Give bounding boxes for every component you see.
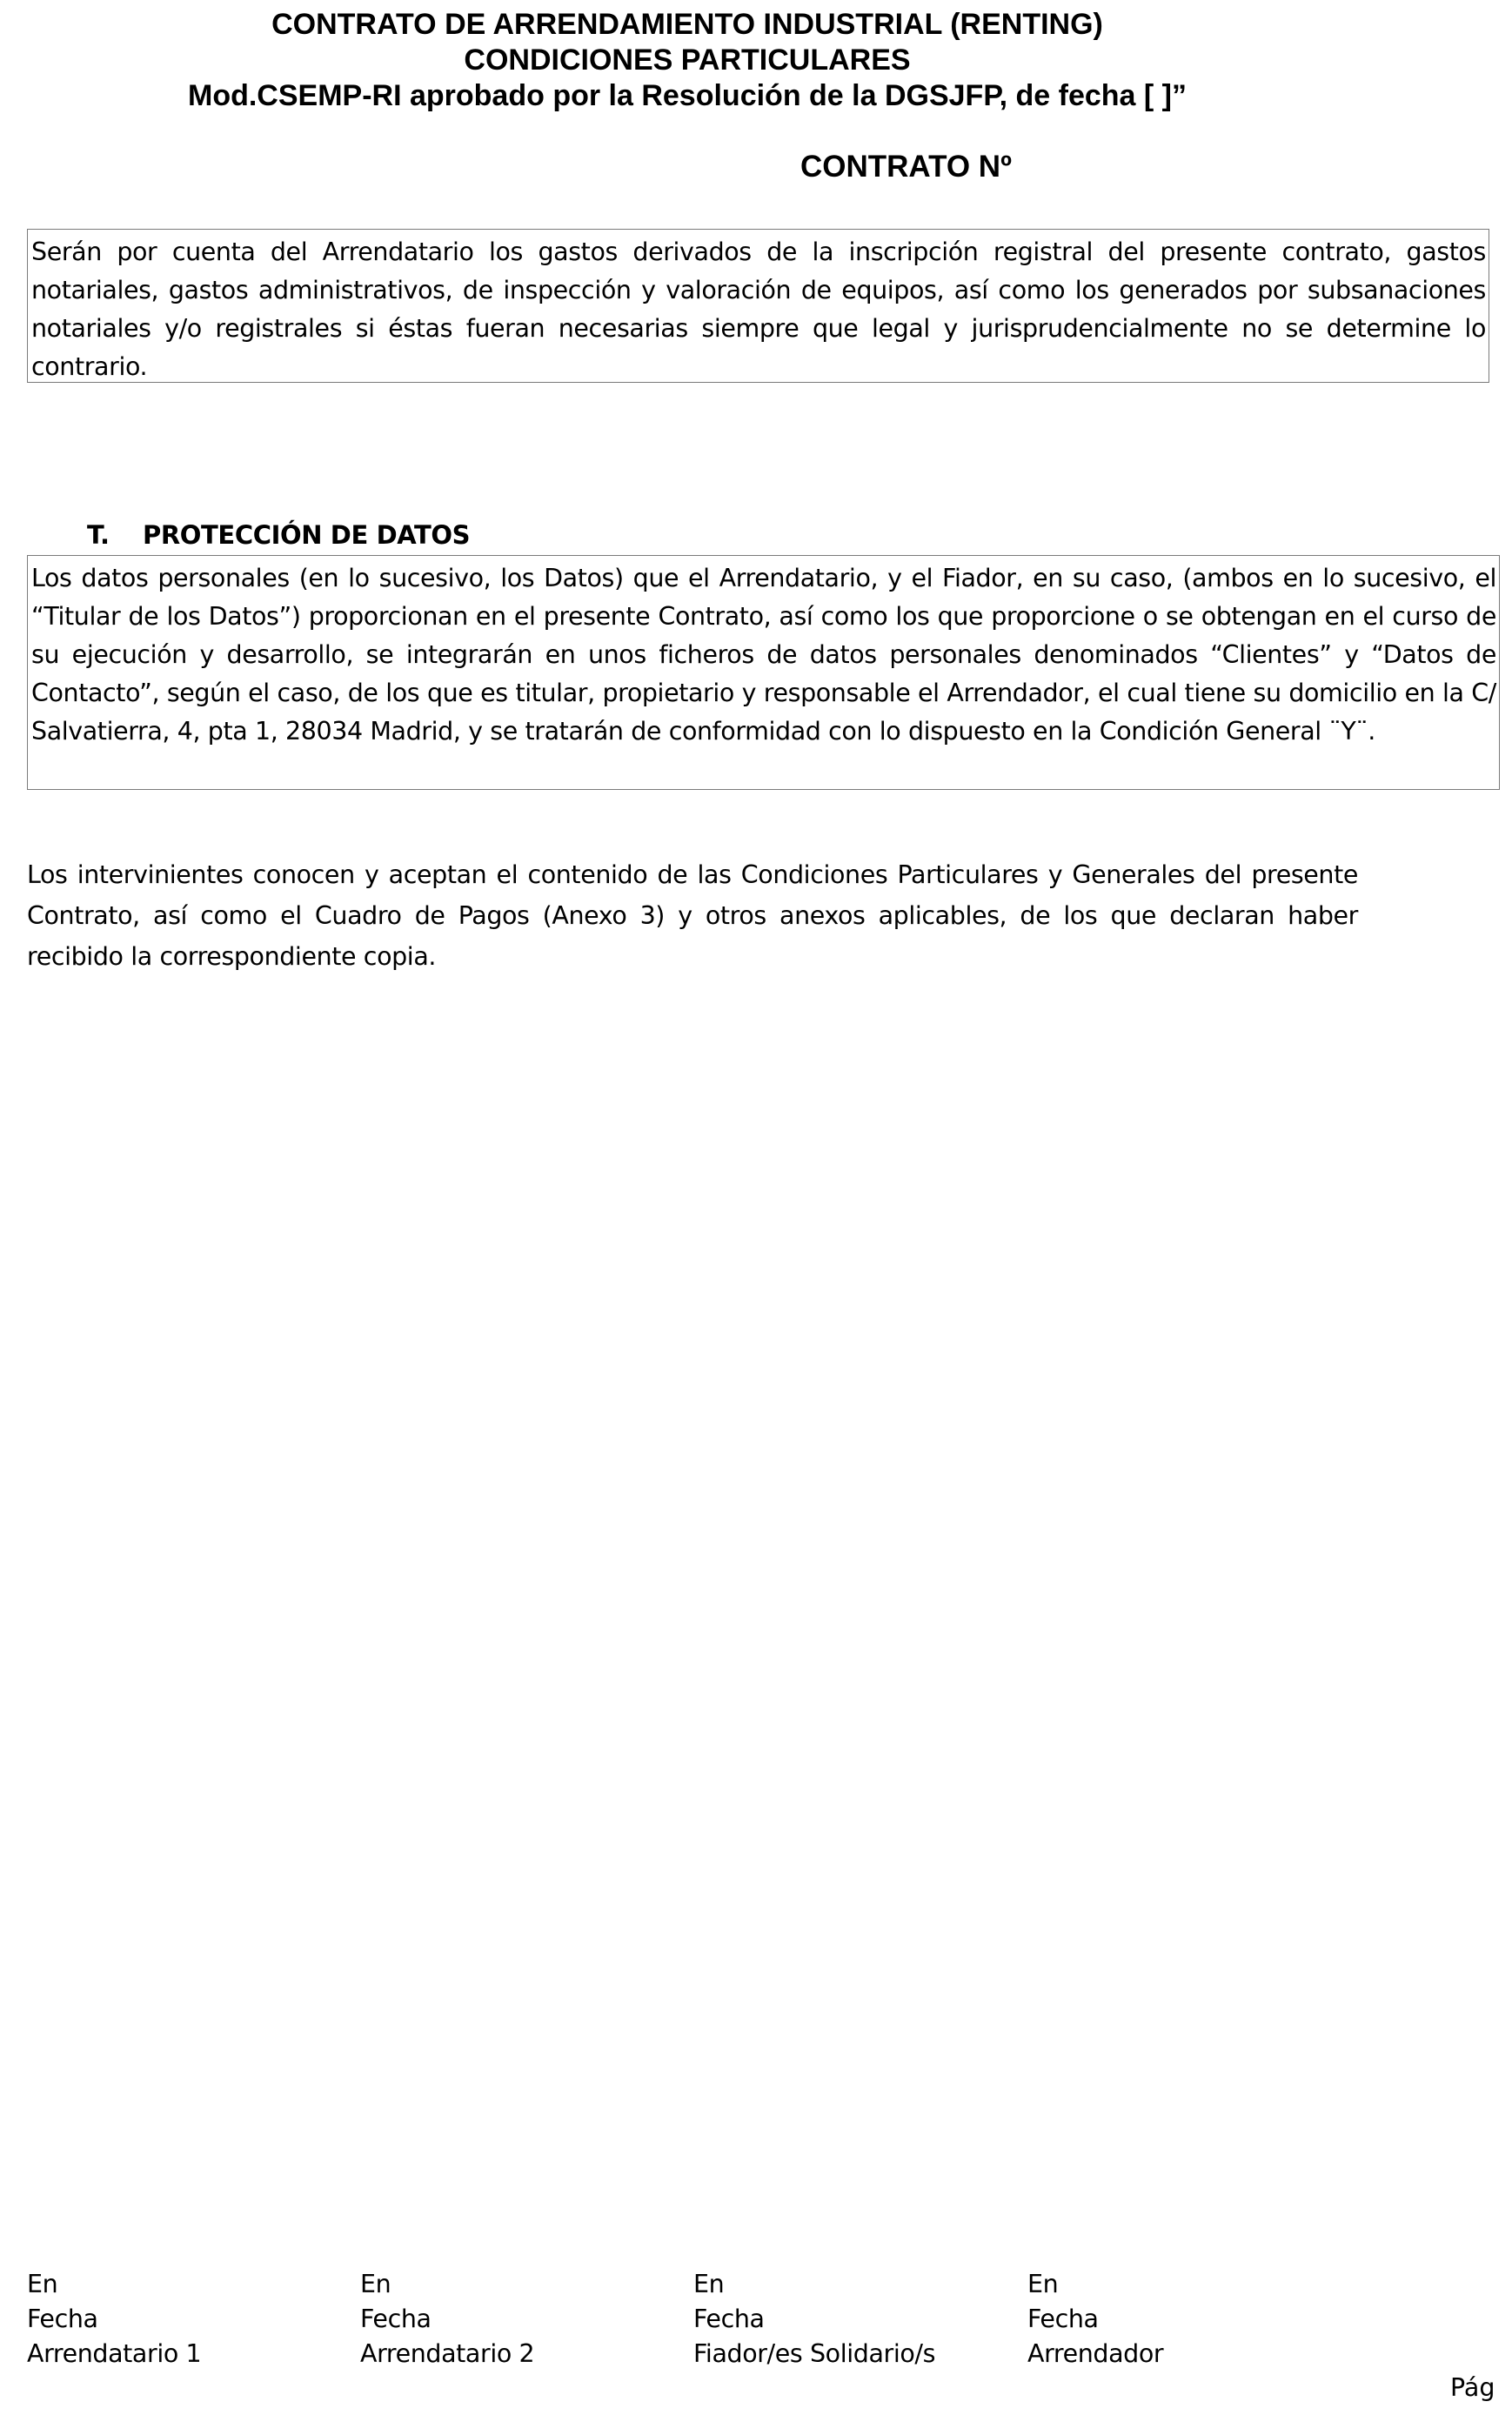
signature-date-label: Fecha (360, 2305, 432, 2333)
signature-place-label: En (693, 2270, 725, 2298)
data-protection-box (27, 555, 1500, 790)
signature-block-arrendatario-2 (360, 2267, 534, 2372)
header-model-reference: Mod.CSEMP-RI aprobado por la Resolución de la DGSJFP, de fecha [ ]” (188, 79, 1187, 112)
signature-party-label: Arrendatario 1 (27, 2339, 202, 2368)
section-t-title: PROTECCIÓN DE DATOS (143, 520, 471, 550)
contract-number-label: CONTRATO Nº (800, 150, 1012, 184)
signature-party-label: Arrendatario 2 (360, 2339, 535, 2368)
document-header (0, 7, 1375, 114)
page-number-label: Pág (1450, 2373, 1495, 2402)
signature-date-label: Fecha (693, 2305, 765, 2333)
data-protection-text: Los datos personales (en lo sucesivo, los Datos) que el Arrendatario, y el Fiador, en su caso, (ambos en lo sucesivo, el “Titular de los Datos”) proporcionan en el presente Contrato, así como los que proporcione o se obtengan en el curso de su ejecución y desarrollo, se integrarán en unos ficheros de datos personales denominados “Clientes” y “Datos de Contacto”, según el caso, de los que es titular, propietario y responsable el Arrendador, el cual tiene su domicilio en la C/ Salvatierra, 4, pta 1, 28034 Madrid, y se tratarán de conformidad con lo dispuesto en la Condición General ¨Y¨. (31, 564, 1496, 746)
section-t-heading (87, 518, 470, 552)
header-subtitle: CONDICIONES PARTICULARES (464, 43, 911, 77)
signature-date-label: Fecha (1027, 2305, 1099, 2333)
signature-block-arrendatario-1 (27, 2267, 201, 2372)
expenses-clause-text: Serán por cuenta del Arrendatario los gastos derivados de la inscripción registral del presente contrato, gastos notariales, gastos administrativos, de inspección y valoración de equipos, así como los generados por subsanaciones notariales y/o registrales si éstas fueran necesarias siempre que legal y jurisprudencialmente no se determine lo contrario. (31, 237, 1486, 381)
signature-place-label: En (1027, 2270, 1059, 2298)
signature-block-arrendador (1027, 2267, 1163, 2372)
signature-place-label: En (360, 2270, 391, 2298)
signature-place-label: En (27, 2270, 58, 2298)
signature-party-label: Arrendador (1027, 2339, 1164, 2368)
closing-statement: Los intervinientes conocen y aceptan el contenido de las Condiciones Particulares y Generales del presente Contrato, así como el Cuadro de Pagos (Anexo 3) y otros anexos aplicables, de los que declaran haber recibido la correspondiente copia. (27, 860, 1358, 971)
signature-party-label: Fiador/es Solidario/s (693, 2339, 936, 2368)
signature-date-label: Fecha (27, 2305, 98, 2333)
header-title: CONTRATO DE ARRENDAMIENTO INDUSTRIAL (RENTING) (271, 8, 1103, 41)
expenses-clause-box (27, 229, 1489, 383)
section-t-letter: T. (87, 520, 110, 550)
signature-block-fiador (693, 2267, 935, 2372)
